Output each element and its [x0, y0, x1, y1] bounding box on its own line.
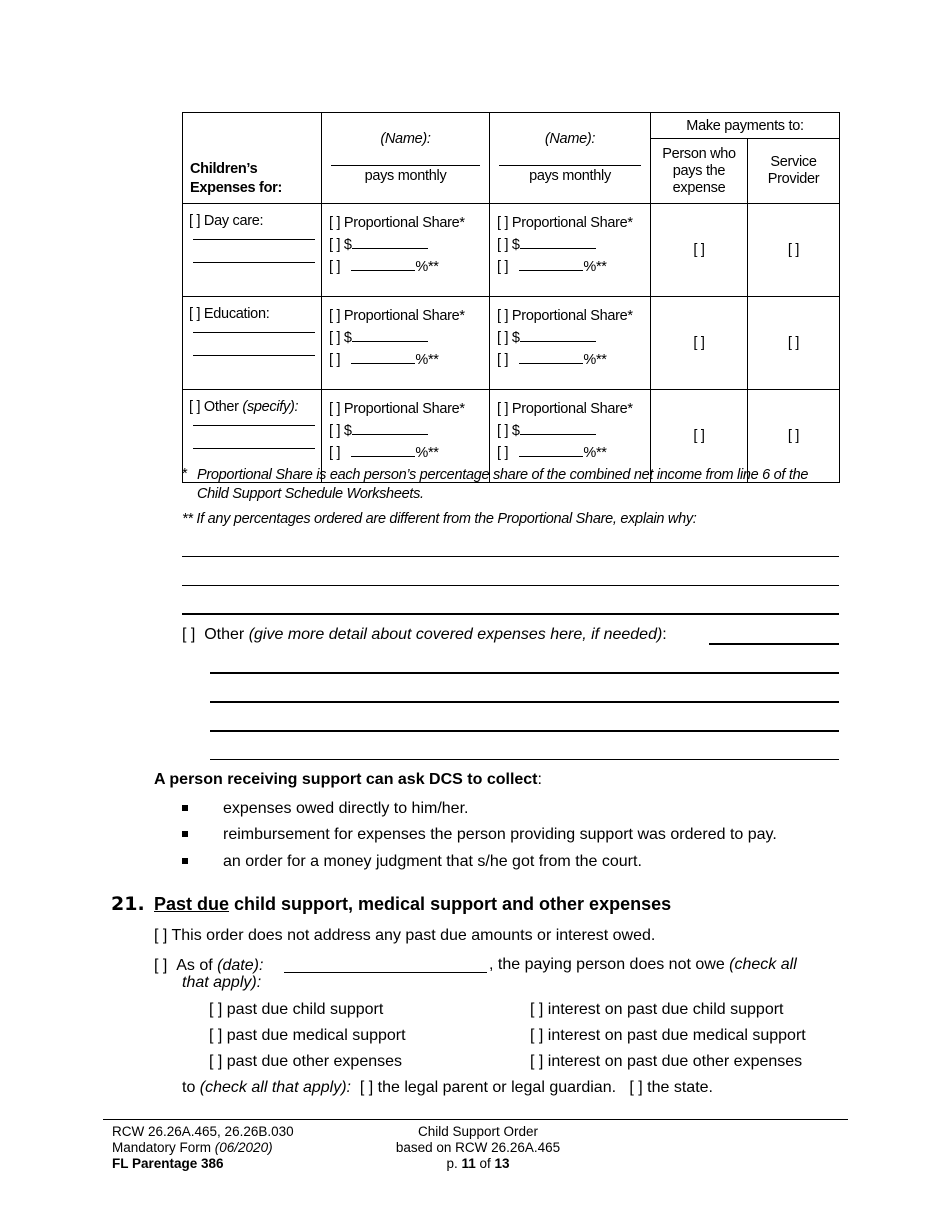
- explain-line[interactable]: [182, 613, 839, 615]
- table-row-education: [183, 297, 840, 390]
- other-detail-line[interactable]: [210, 701, 839, 703]
- expense-label: Education:: [203, 306, 270, 322]
- name-header-2: [490, 113, 651, 204]
- service-provider-checkbox[interactable]: [ ]: [748, 390, 840, 483]
- share-cell: [490, 297, 651, 390]
- service-provider-l2: Provider: [767, 171, 820, 187]
- percent-checkbox[interactable]: [ ]: [497, 259, 509, 275]
- footer-rule: [103, 1119, 848, 1120]
- person-pays-checkbox[interactable]: [ ]: [651, 204, 748, 297]
- children-expenses-label-2: Expenses for:: [190, 180, 282, 196]
- expense-checkbox[interactable]: [ ]: [189, 213, 201, 229]
- proportional-share-note-l1: Proportional Share is each person’s percentage share of the combined net income from line 6 of the: [197, 467, 809, 483]
- interest-child-support-option[interactable]: [ ] interest on past due child support: [530, 1001, 784, 1018]
- dollar-option[interactable]: [ ] $: [329, 330, 352, 346]
- footer-page: [378, 1156, 578, 1172]
- footer-page-total: 13: [494, 1156, 510, 1171]
- other-detail-line[interactable]: [210, 730, 839, 732]
- share-cell: [322, 297, 490, 390]
- footer-basis: based on RCW 26.26A.465: [395, 1140, 561, 1155]
- section-title: [154, 894, 671, 915]
- as-of-check-all-1: (check all: [729, 956, 797, 973]
- date-field[interactable]: [284, 972, 487, 973]
- person-who-pays-l1: Person who: [662, 145, 736, 162]
- other-checkbox[interactable]: [ ]: [182, 626, 196, 643]
- percent-suffix: %**: [415, 259, 439, 275]
- as-of-check-all-2-text: that apply):: [182, 974, 262, 991]
- person-pays-checkbox[interactable]: [ ]: [651, 390, 748, 483]
- expense-detail-line[interactable]: [193, 333, 315, 356]
- as-of-date-label: (date):: [217, 957, 264, 974]
- other-detail-line[interactable]: [210, 759, 839, 760]
- percent-checkbox[interactable]: [ ]: [329, 259, 341, 275]
- percent-field[interactable]: [351, 256, 415, 271]
- dollar-amount-field[interactable]: [352, 420, 428, 435]
- as-of-check-all-2: [182, 974, 261, 992]
- bullet-icon: [182, 858, 188, 864]
- interest-other-expenses-option[interactable]: [ ] interest on past due other expenses: [530, 1053, 803, 1070]
- section-title-rest: child support, medical support and other expenses: [229, 894, 672, 914]
- star-mark: *: [182, 466, 188, 482]
- bullet-icon: [182, 805, 188, 811]
- other-detail-line[interactable]: [709, 643, 839, 645]
- other-expenses-option: [182, 626, 667, 644]
- dcs-heading: [154, 771, 542, 789]
- expense-label: Other: [203, 399, 243, 415]
- interest-medical-support-option[interactable]: [ ] interest on past due medical support: [530, 1027, 806, 1044]
- footer-page-of: of: [475, 1156, 495, 1171]
- percent-suffix: %**: [415, 352, 439, 368]
- percent-field[interactable]: [519, 349, 583, 364]
- person-who-pays-l3: expense: [672, 179, 726, 196]
- pays-monthly-label-1: pays monthly: [364, 168, 447, 184]
- table-row-day-care: [183, 204, 840, 297]
- person-who-pays-l2: pays the: [672, 162, 726, 179]
- percent-checkbox[interactable]: [ ]: [497, 445, 509, 461]
- proportional-share-option[interactable]: [ ] Proportional Share*: [497, 215, 633, 231]
- footer-form-id-text: FL Parentage 386: [112, 1156, 224, 1171]
- dcs-heading-text: A person receiving support can ask DCS to collect: [154, 771, 538, 788]
- dollar-amount-field[interactable]: [352, 327, 428, 342]
- share-cell: [322, 204, 490, 297]
- service-provider-header: [748, 139, 840, 204]
- expense-type-cell: [183, 297, 322, 390]
- children-expenses-label-1: Children’s: [190, 161, 258, 177]
- service-provider-checkbox[interactable]: [ ]: [748, 297, 840, 390]
- bullet-icon: [182, 831, 188, 837]
- other-colon: :: [662, 626, 667, 643]
- expense-type-cell: [183, 204, 322, 297]
- percent-suffix: %**: [583, 259, 607, 275]
- footer-page-prefix: p.: [446, 1156, 462, 1171]
- name-label-1: (Name):: [380, 131, 431, 147]
- person-who-pays-header: [651, 139, 748, 204]
- as-of-checkbox[interactable]: [ ]: [154, 957, 168, 974]
- past-due-other-expenses-option[interactable]: [ ] past due other expenses: [209, 1053, 403, 1070]
- dollar-amount-field[interactable]: [520, 327, 596, 342]
- dollar-option[interactable]: [ ] $: [329, 237, 352, 253]
- as-of-mid-text: , the paying person does not owe: [489, 956, 730, 973]
- percent-field[interactable]: [519, 442, 583, 457]
- explain-line[interactable]: [182, 556, 839, 557]
- percent-field[interactable]: [351, 349, 415, 364]
- expense-detail-line[interactable]: [193, 426, 315, 449]
- other-hint: (give more detail about covered expenses here, if needed): [248, 626, 663, 643]
- expense-label: Day care:: [200, 213, 264, 229]
- share-cell: [490, 204, 651, 297]
- explain-line[interactable]: [182, 585, 839, 586]
- other-detail-line[interactable]: [210, 672, 839, 674]
- dcs-bullet: expenses owed directly to him/her.: [223, 800, 469, 817]
- service-provider-checkbox[interactable]: [ ]: [748, 204, 840, 297]
- dcs-bullet: reimbursement for expenses the person providing support was ordered to pay.: [223, 826, 777, 843]
- person-pays-checkbox[interactable]: [ ]: [651, 297, 748, 390]
- proportional-share-option[interactable]: [ ] Proportional Share*: [497, 401, 633, 417]
- expense-checkbox[interactable]: [ ]: [189, 306, 201, 322]
- past-due-child-support-option[interactable]: [ ] past due child support: [209, 1001, 384, 1018]
- expense-label-specify: (specify):: [242, 399, 299, 415]
- service-provider-l1: Service: [770, 154, 817, 170]
- children-expenses-header: [183, 113, 322, 204]
- dollar-option[interactable]: [ ] $: [497, 423, 520, 439]
- proportional-share-option[interactable]: [ ] Proportional Share*: [497, 308, 633, 324]
- dollar-option[interactable]: [ ] $: [497, 330, 520, 346]
- section-number: 21.: [111, 893, 145, 915]
- expenses-table: [182, 112, 840, 483]
- footer-left: [112, 1124, 294, 1172]
- no-past-due-option[interactable]: [ ] This order does not address any past due amounts or interest owed.: [154, 927, 656, 944]
- section-title-underlined: Past due: [154, 894, 230, 914]
- percent-field[interactable]: [351, 442, 415, 457]
- proportional-share-option[interactable]: [ ] Proportional Share*: [329, 401, 465, 417]
- footer-mandatory-text: Mandatory Form: [112, 1140, 215, 1155]
- dollar-option[interactable]: [ ] $: [497, 237, 520, 253]
- dcs-heading-colon: :: [537, 771, 542, 788]
- dollar-option[interactable]: [ ] $: [329, 423, 352, 439]
- owed-to-options[interactable]: [ ] the legal parent or legal guardian. [ ] the state.: [350, 1079, 713, 1096]
- past-due-medical-support-option[interactable]: [ ] past due medical support: [209, 1027, 406, 1044]
- percent-checkbox[interactable]: [ ]: [329, 445, 341, 461]
- percentage-difference-note: ** If any percentages ordered are different from the Proportional Share, explain why:: [182, 511, 697, 527]
- make-payments-header: Make payments to:: [651, 113, 840, 139]
- percent-checkbox[interactable]: [ ]: [329, 352, 341, 368]
- proportional-share-note-l2: Child Support Schedule Worksheets.: [197, 486, 424, 502]
- owed-to-prefix: to: [182, 1079, 200, 1096]
- dollar-amount-field[interactable]: [352, 234, 428, 249]
- percent-checkbox[interactable]: [ ]: [497, 352, 509, 368]
- as-of-mid: [489, 956, 797, 974]
- as-of-prefix: As of: [176, 957, 218, 974]
- as-of-date-option: [154, 956, 263, 975]
- footer-rcw: RCW 26.26A.465, 26.26B.030: [112, 1124, 294, 1139]
- owed-to-line: [182, 1079, 713, 1097]
- footer-center: [378, 1124, 578, 1172]
- footer-title: Child Support Order: [417, 1124, 539, 1139]
- name-label-2: (Name):: [544, 131, 596, 147]
- proportional-share-note: [197, 466, 808, 504]
- expense-detail-line[interactable]: [193, 240, 315, 263]
- footer-form-date: (06/2020): [214, 1140, 273, 1155]
- dcs-bullet: an order for a money judgment that s/he got from the court.: [223, 853, 642, 870]
- footer-form-id: [112, 1156, 294, 1172]
- footer-mandatory: [112, 1140, 294, 1156]
- footer-page-number: 11: [461, 1156, 476, 1171]
- dollar-amount-field[interactable]: [520, 420, 596, 435]
- dollar-amount-field[interactable]: [520, 234, 596, 249]
- proportional-share-option[interactable]: [ ] Proportional Share*: [329, 308, 465, 324]
- expense-checkbox[interactable]: [ ]: [189, 399, 201, 415]
- owed-to-check-all: (check all that apply):: [199, 1079, 351, 1096]
- pays-monthly-label-2: pays monthly: [529, 168, 611, 184]
- percent-suffix: %**: [415, 445, 439, 461]
- name-header-1: [322, 113, 490, 204]
- percent-field[interactable]: [519, 256, 583, 271]
- percent-suffix: %**: [583, 445, 607, 461]
- other-label: Other: [204, 626, 249, 643]
- proportional-share-option[interactable]: [ ] Proportional Share*: [329, 215, 465, 231]
- percent-suffix: %**: [583, 352, 607, 368]
